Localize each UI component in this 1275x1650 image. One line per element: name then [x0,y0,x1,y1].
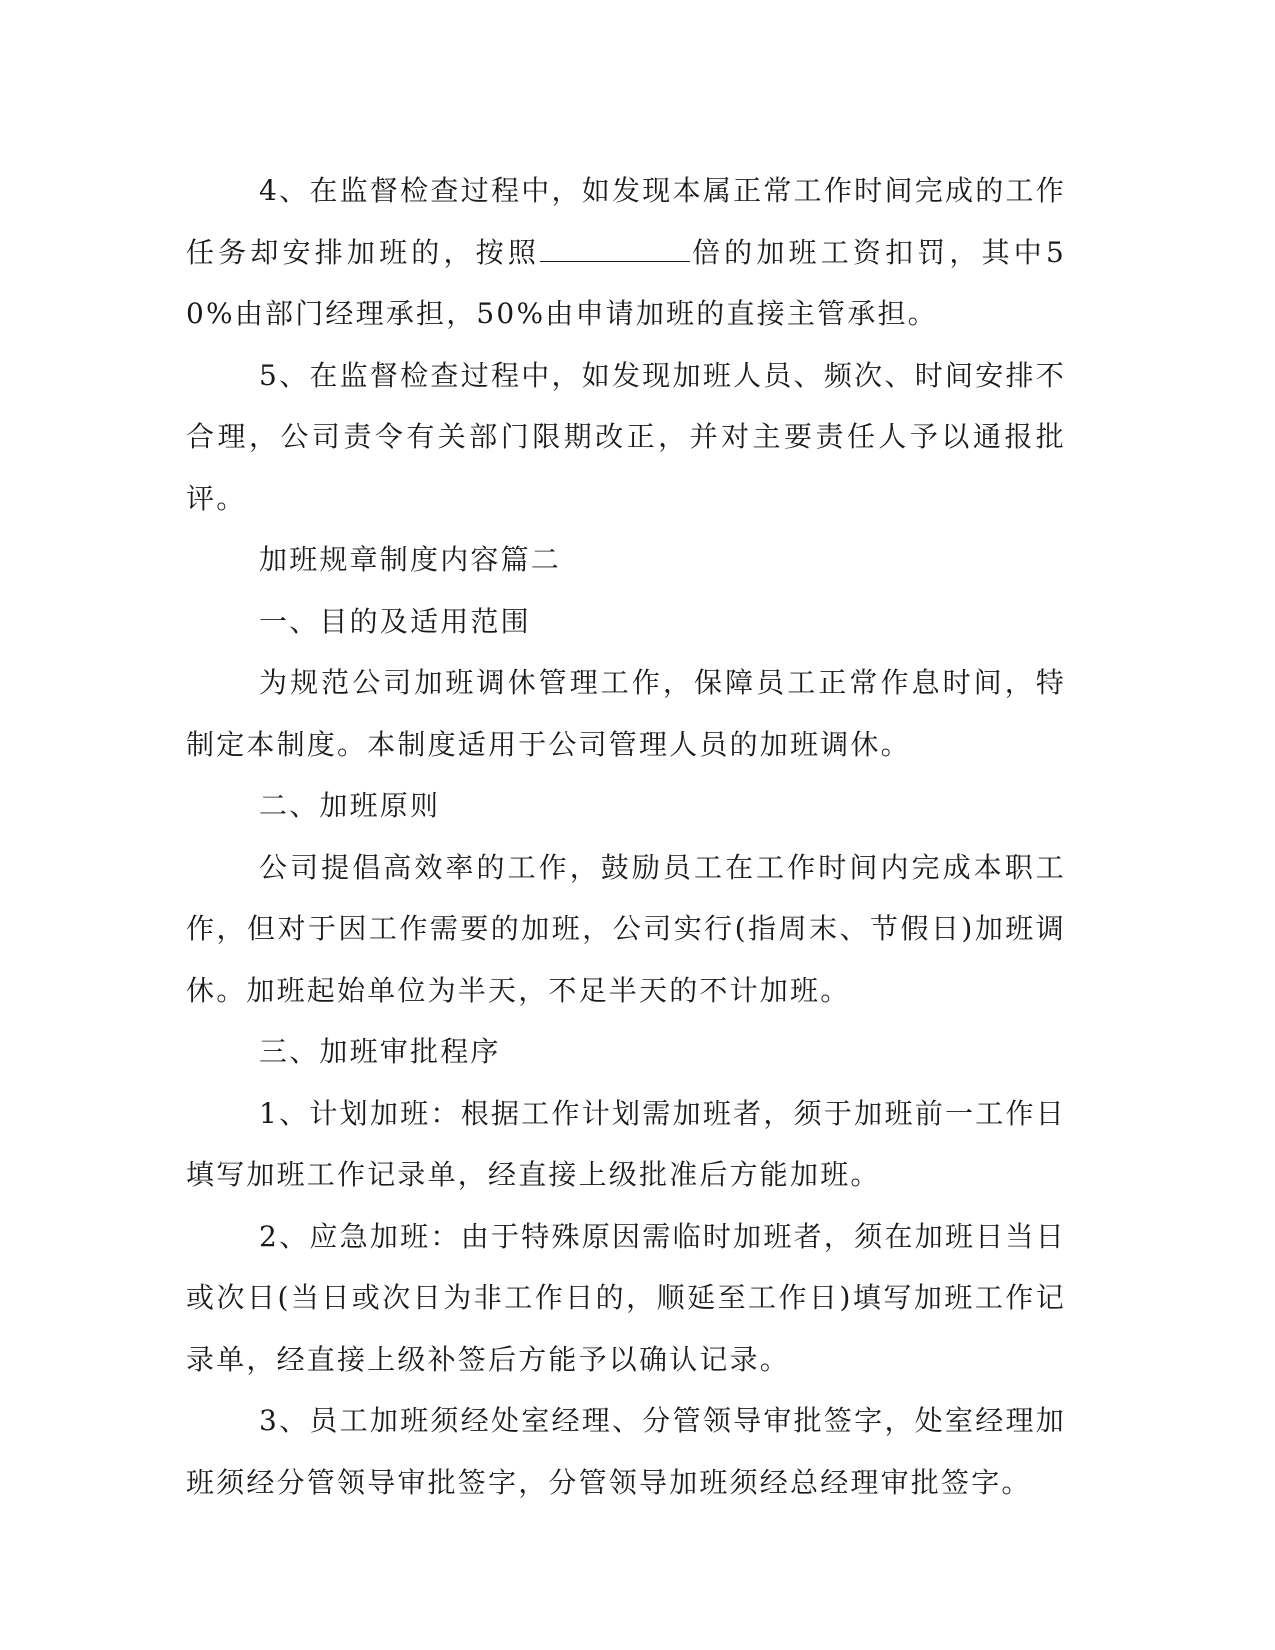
section-title-part-two: 加班规章制度内容篇二 [259,543,562,576]
paragraph-principles: 公司提倡高效率的工作，鼓励员工在工作时间内完成本职工作，但对于因工作需要的加班，公司实行(指周末、节假日)加班调休。加班起始单位为半天，不足半天的不计加班。 [186,850,1066,1007]
heading-purpose-and-scope: 一、目的及适用范围 [259,604,531,638]
paragraph-supervision-overtime-penalty [186,160,1066,345]
paragraph-supervision-unreasonable-arrangement: 5、在监督检查过程中，如发现加班人员、频次、时间安排不合理，公司责令有关部门限期改正，并对主要责任人予以通报批评。 [186,358,1066,515]
heading-approval-procedure: 三、加班审批程序 [259,1035,501,1068]
paragraph-purpose: 为规范公司加班调休管理工作，保障员工正常作息时间，特制定本制度。本制度适用于公司管理人员的加班调休。 [186,666,1066,761]
paragraph-text-after-blank: 倍的加班工资扣罚，其中50%由部门经理承担，50%由申请加班的直接主管承担。 [186,235,1066,330]
paragraph-planned-overtime: 1、计划加班：根据工作计划需加班者，须于加班前一工作日填写加班工作记录单，经直接上级批准后方能加班。 [186,1096,1066,1191]
fill-in-blank [540,239,690,262]
paragraph-emergency-overtime: 2、应急加班：由于特殊原因需临时加班者，须在加班日当日或次日(当日或次日为非工作日的，顺延至工作日)填写加班工作记录单，经直接上级补签后方能予以确认记录。 [186,1219,1066,1376]
document-body [186,160,1066,1513]
heading-overtime-principles: 二、加班原则 [259,789,441,822]
paragraph-text-before-blank: 4、在监督检查过程中，如发现本属正常工作时间完成的工作任务却安排加班的，按照 [186,174,1066,269]
paragraph-approval-signatures: 3、员工加班须经处室经理、分管领导审批签字，处室经理加班须经分管领导审批签字，分管领导加班须经总经理审批签字。 [186,1404,1066,1499]
